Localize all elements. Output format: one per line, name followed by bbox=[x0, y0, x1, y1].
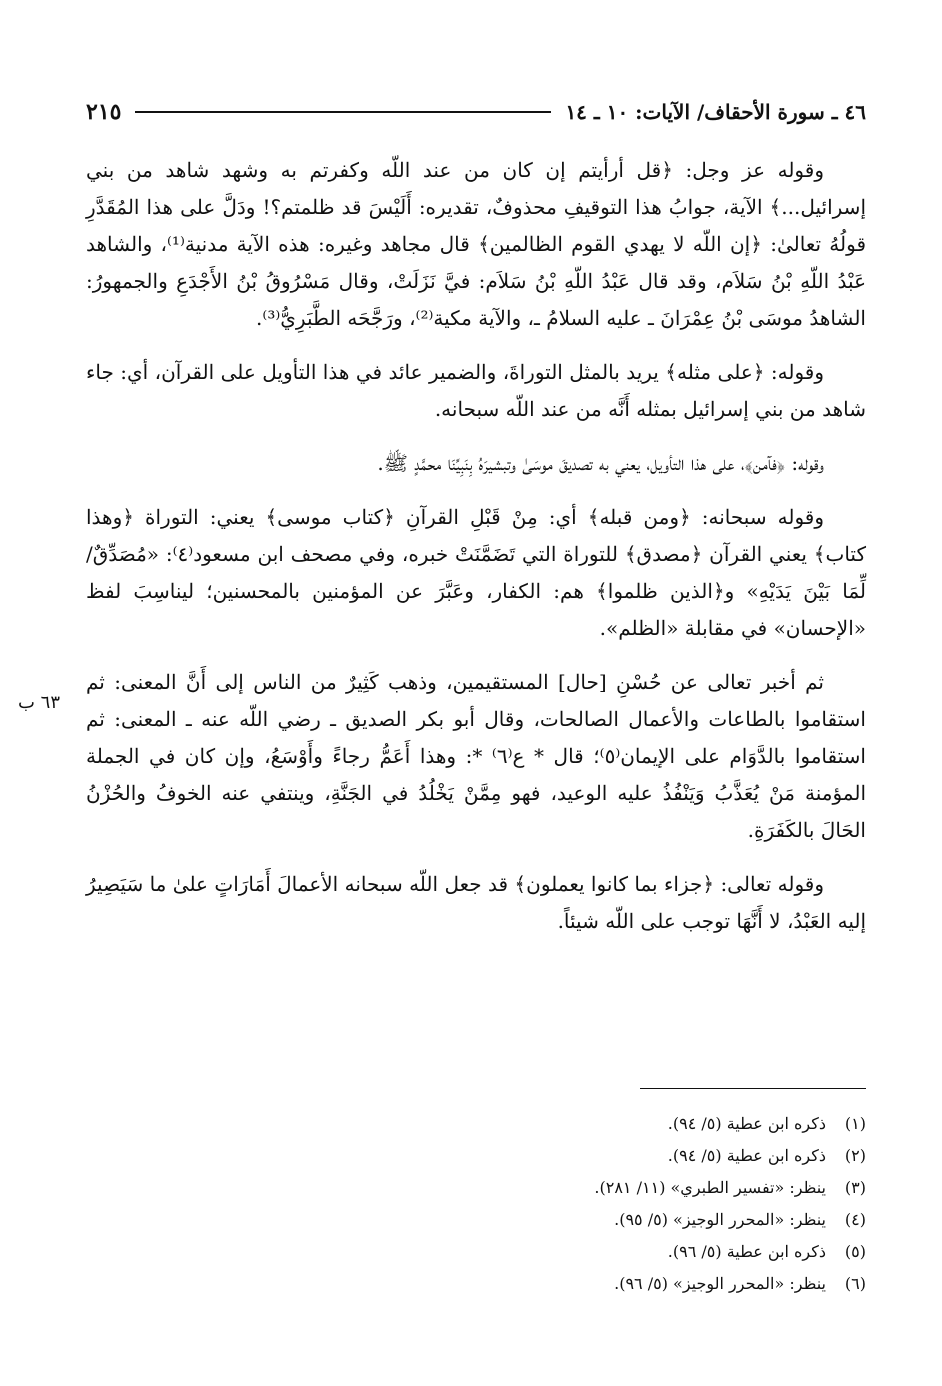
paragraph: وقوله عز وجل: ﴿قل أرأيتم إن كان من عند اللّه وكفرتم به وشهد شاهد من بني إسرائيل...﴾ الآية، جوابُ هذا التوقيفِ محذوفٌ، تقديره: أَلَيْسَ قد ظلمتم؟! ودَلَّ على هذا المُقَدَّرِ قولُهُ تعالىٰ: ﴿إن اللّه لا يهدي القوم الظالمين﴾ قال مجاهد وغيره: هذه الآية مدنية⁽¹⁾، والشاهد عَبْدُ اللّهِ بْنُ سَلاَم، وقد قال عَبْدُ اللّهِ بْنُ سَلاَم: فيَّ نَزَلَتْ، وقال مَسْرُوقُ بْنُ الأَجْدَعِ والجمهورُ: الشاهدُ موسَى بْنُ عِمْرَانَ ـ عليه السلامُ ـ، والآية مكية⁽²⁾، ورَجَّحَه الطَّبَرِيُّ⁽³⁾. bbox=[86, 158, 866, 330]
paragraph: ثم أخبر تعالى عن حُسْنِ [حال] المستقيمين، وذهب كَثِيرٌ من الناس إلى أَنَّ المعنى: ثم استقاموا بالطاعات والأعمال الصالحات، وقال أبو بكر الصديق ـ رضي اللّه عنه ـ المعنى: ثم استقاموا بالدَّوَام على الإيمان⁽٥⁾؛ قال * ع⁽٦⁾ *: وهذا أَعَمُّ رجاءً وأَوْسَعُ، وإن كان في الجملة المؤمنة مَنْ يُعَذَّبُ وَيَنْفُذُ عليه الوعيد، فهو مِمَّنْ يَخْلُدُ في الجَنَّةِ، وينتفي عنه الخوفُ والحُزْنُ الحَالَ بالكَفَرَةِ. bbox=[86, 670, 866, 842]
margin-folio-note: ٦٣ ب bbox=[18, 692, 61, 713]
footnote-text: ذكره ابن عطية (٥/ ٩٦). bbox=[667, 1242, 826, 1261]
footnote-text: ذكره ابن عطية (٥/ ٩٤). bbox=[667, 1114, 826, 1133]
footnote-text: ذكره ابن عطية (٥/ ٩٤). bbox=[667, 1146, 826, 1165]
paragraph: وقوله: ﴿فآمن﴾، على هذا التأويل، يعني به تصديقَ موسَىٰ وتبشيرَهُ بِنَبِيِّنَا محمَّدٍ ﷺ. bbox=[377, 451, 824, 475]
footnote-number: (١) bbox=[844, 1114, 866, 1133]
footnote-number: (٥) bbox=[844, 1242, 866, 1261]
paragraph: وقوله: ﴿على مثله﴾ يريد بالمثل التوراةَ، والضمير عائد في هذا التأويل على القرآن، أي: جاء شاهد من بني إسرائيل بمثله أَنَّه من عند اللّه سبحانه. bbox=[86, 360, 866, 421]
footnote-number: (٣) bbox=[844, 1178, 866, 1197]
header-rule bbox=[135, 111, 551, 113]
footnote-text: ينظر: «المحرر الوجيز» (٥/ ٩٦). bbox=[614, 1274, 826, 1293]
footnote-number: (٦) bbox=[844, 1274, 866, 1293]
footnote-number: (٢) bbox=[844, 1146, 866, 1165]
footnote-number: (٤) bbox=[844, 1210, 866, 1229]
page-header bbox=[86, 92, 866, 132]
footnote-text: ينظر: «تفسير الطبري» (١١/ ٢٨١). bbox=[594, 1178, 826, 1197]
main-text bbox=[86, 152, 866, 957]
footnote bbox=[86, 1204, 866, 1236]
footnotes bbox=[86, 1108, 866, 1300]
footnote-separator bbox=[640, 1088, 866, 1089]
paragraph: وقوله سبحانه: ﴿ومن قبله﴾ أي: مِنْ قَبْلِ القرآنِ ﴿كتاب موسى﴾ يعني: التوراة ﴿وهذا كتاب﴾ يعني القرآن ﴿مصدق﴾ للتوراة التي تَضَمَّنَتْ خبره، وفي مصحف ابن مسعود⁽٤⁾: «مُصَدِّقٌ/ لِّمَا بَيْنَ يَدَيْهِ» و﴿الذين ظلموا﴾ هم: الكفار، وعَبَّرَ عن المؤمنين بالمحسنين؛ ليناسِبَ لفظ «الإحسان» في مقابلة «الظلم». bbox=[86, 505, 866, 640]
footnote-text: ينظر: «المحرر الوجيز» (٥/ ٩٥). bbox=[614, 1210, 826, 1229]
footnote bbox=[86, 1108, 866, 1140]
footnote bbox=[86, 1236, 866, 1268]
footnote bbox=[86, 1140, 866, 1172]
footnote bbox=[86, 1268, 866, 1300]
page-number: ٢١٥ bbox=[86, 99, 122, 125]
paragraph: وقوله تعالى: ﴿جزاء بما كانوا يعملون﴾ قد جعل اللّه سبحانه الأعمالَ أَمَارَاتٍ علىٰ ما سَيَصِيرُ إليه العَبْدُ، لا أَنَّهَا توجب على اللّه شيئاً. bbox=[86, 872, 866, 933]
footnote bbox=[86, 1172, 866, 1204]
running-title: ٤٦ ـ سورة الأحقاف/ الآيات: ١٠ ـ ١٤ bbox=[565, 100, 866, 124]
